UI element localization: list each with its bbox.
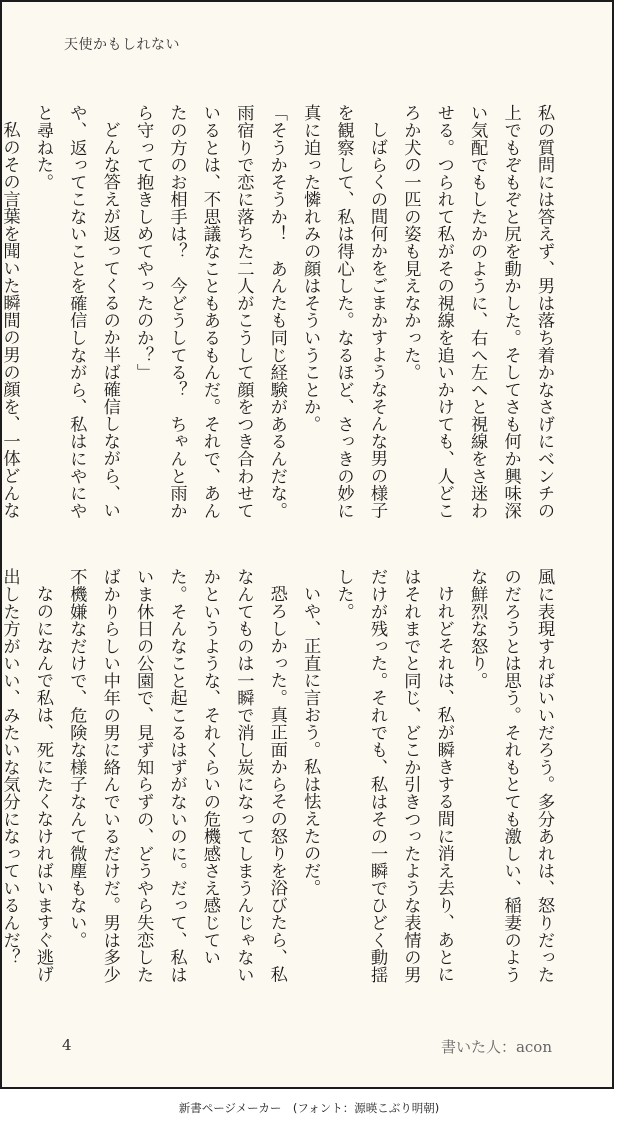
- paragraph: 「そうかそうか！ あんたも同じ経験があるんだな。雨宿りで恋に落ちた二人がこうして顔をつき合わせているとは、不思議なこともあるもんだ。それで、あんたの方のお相手は？ 今どうしてる？ ちゃんと雨から守って抱きしめてやったのか？」: [133, 104, 287, 519]
- paragraph: 風に表現すればいいだろう。多分あれは、怒りだったのだろうとは思う。それもとても激しい、稲妻のような鮮烈な怒り。: [467, 568, 554, 983]
- paragraph: いや、正直に言おう。私は怯えたのだ。: [300, 585, 321, 897]
- paragraph: 私の質問には答えず、男は落ち着かなさげにベンチの上でもぞもぞと尻を動かした。そしてさも何か興味深い気配でもしたかのように、右へ左へと視線をさ迷わせる。つられて私がその視線を追いかけても、人どころか犬の一匹の姿も見えなかった。: [400, 104, 554, 519]
- generator-credit: 新書ページメーカー (フォント：源暎こぶり明朝): [178, 1101, 440, 1115]
- paragraph: 私のその言葉を聞いた瞬間の男の顔を、一体どんな: [0, 121, 20, 519]
- author-credit: 書いた人：acon: [440, 1038, 552, 1056]
- paragraph: なのになんで私は、死にたくなければいますぐ逃げ出した方がいい、みたいな気分になっているんだ？: [0, 568, 53, 983]
- running-title: 天使かもしれない: [64, 37, 180, 53]
- paragraph: けれどそれは、私が瞬きする間に消え去り、あとにはそれまでと同じ、どこか引きつったような表情の男だけが残った。それでも、私はその一瞬でひどく動揺した。: [333, 568, 454, 983]
- paragraph: どんな答えが返ってくるのか半ば確信しながら、いや、返ってこないことを確信しながら、私はにやにやと尋ねた。: [32, 104, 120, 519]
- paragraph: 恐ろしかった。真正面からその怒りを浴びたら、私なんてものは一瞬で消し炭になってしまうんじゃないかというような、それくらいの危機感さえ感じていた。そんなこと起こるはずがないのに。だって、私はいま休日の公園で、見ず知らずの、どうやら失恋したばかりらしい中年の男に絡んでいるだけだ。男は多少不機嫌なだけで、危険な様子なんて微塵もない。: [66, 568, 287, 983]
- text-column-top: [0, 104, 560, 520]
- paragraph: しばらくの間何かをごまかすようなそんな男の様子を観察して、私は得心した。なるほど、さっきの妙に真に迫った憐れみの顔はそういうことか。: [300, 104, 387, 519]
- text-column-bottom: [0, 568, 560, 988]
- page-number: 4: [62, 1036, 72, 1054]
